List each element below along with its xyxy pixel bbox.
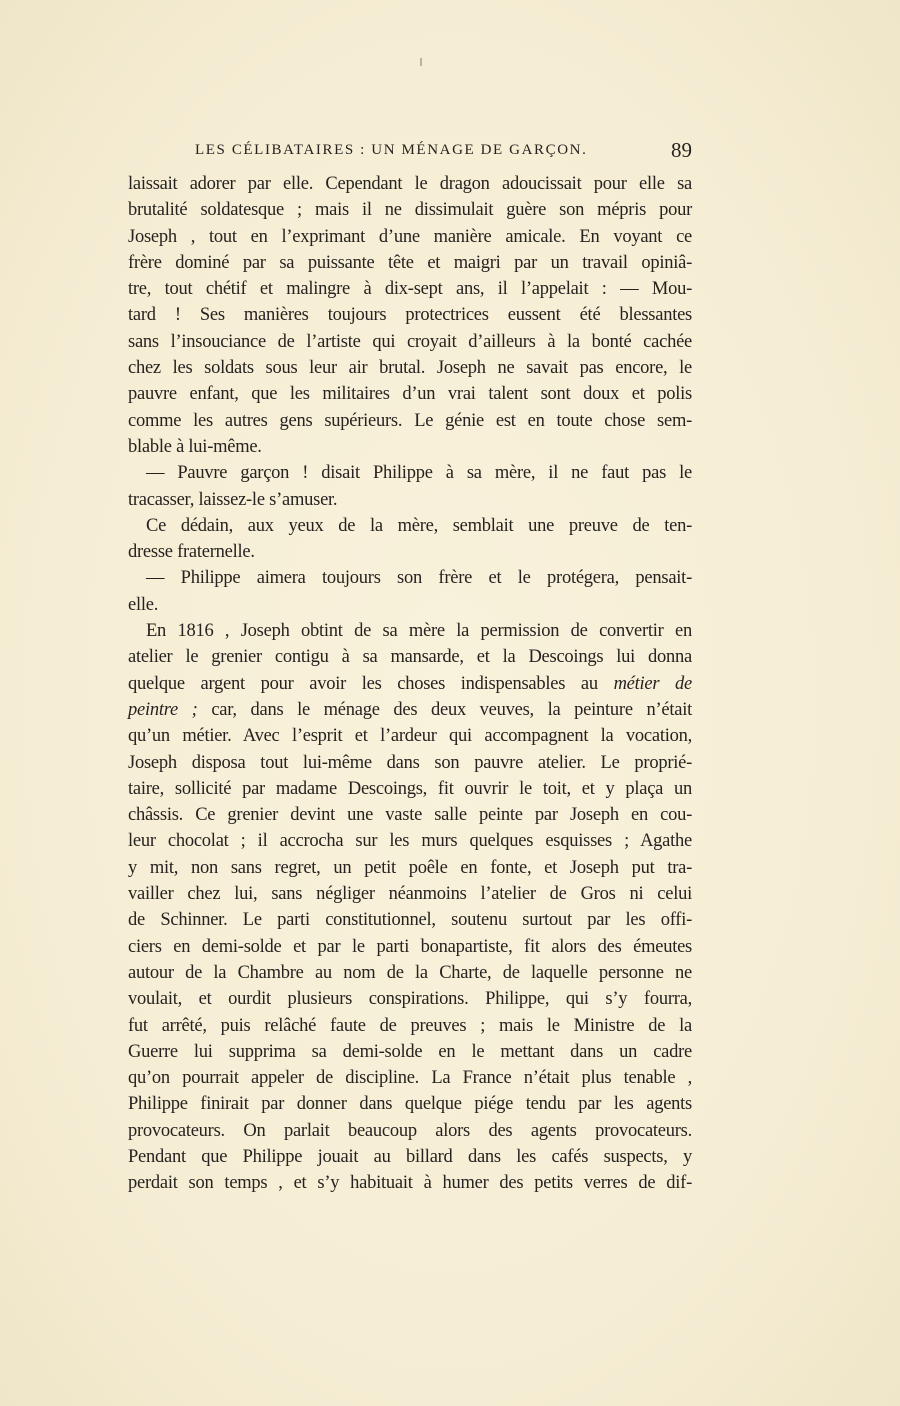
text-line	[128, 1144, 692, 1170]
text-line	[128, 1039, 692, 1065]
text-line	[128, 302, 692, 328]
line-text: — Philippe aimera toujours son frère et le protégera, pensait-	[146, 568, 692, 589]
text-line	[128, 855, 692, 881]
page-header	[195, 140, 692, 166]
text-line	[128, 276, 692, 302]
text-line	[128, 881, 692, 907]
line-text: voulait, et ourdit plusieurs conspirations. Philippe, qui s’y fourra,	[128, 989, 692, 1010]
text-line	[128, 355, 692, 381]
text-line	[128, 776, 692, 802]
text-line	[128, 697, 692, 723]
line-text: Joseph disposa tout lui-même dans son pauvre atelier. Le proprié-	[128, 752, 692, 773]
line-text: tard ! Ses manières toujours protectrices eussent été blessantes	[128, 305, 692, 326]
page-body-text	[128, 171, 692, 1197]
line-text: elle.	[128, 594, 159, 615]
text-line	[128, 197, 692, 223]
line-text: fut arrêté, puis relâché faute de preuves ; mais le Ministre de la	[128, 1015, 692, 1036]
line-text: dresse fraternelle.	[128, 542, 255, 563]
line-text: perdait son temps , et s’y habituait à humer des petits verres de dif-	[128, 1173, 692, 1194]
text-line	[128, 828, 692, 854]
text-line	[128, 408, 692, 434]
line-text: brutalité soldatesque ; mais il ne dissimulait guère son mépris pour	[128, 200, 692, 221]
line-text: quelque argent pour avoir les choses indispensables au	[128, 673, 598, 694]
line-text: pauvre enfant, que les militaires d’un vrai talent sont doux et polis	[128, 384, 692, 405]
line-text: ciers en demi-solde et par le parti bonapartiste, fit alors des émeutes	[128, 936, 692, 957]
text-line	[128, 539, 692, 565]
line-text: autour de la Chambre au nom de la Charte, de laquelle personne ne	[128, 962, 692, 983]
line-text: châssis. Ce grenier devint une vaste salle peinte par Joseph en cou-	[128, 805, 692, 826]
line-text: car, dans le ménage des deux veuves, la peinture n’était	[211, 699, 693, 720]
text-line	[128, 1170, 692, 1196]
line-text: Ce dédain, aux yeux de la mère, semblait une preuve de ten-	[146, 515, 692, 536]
text-line	[128, 750, 692, 776]
text-line	[128, 1091, 692, 1117]
text-line	[128, 671, 692, 697]
line-text: y mit, non sans regret, un petit poêle en fonte, et Joseph put tra-	[128, 857, 692, 878]
text-line	[128, 171, 692, 197]
line-text: vailler chez lui, sans négliger néanmoins l’atelier de Gros ni celui	[128, 884, 692, 905]
line-text: chez les soldats sous leur air brutal. Joseph ne savait pas encore, le	[128, 358, 692, 379]
text-line	[128, 1065, 692, 1091]
text-line	[128, 224, 692, 250]
line-text: tracasser, laissez-le s’amuser.	[128, 489, 338, 510]
line-text: Guerre lui supprima sa demi-solde en le mettant dans un cadre	[128, 1041, 692, 1062]
scan-speck	[420, 58, 422, 66]
page-number: 89	[671, 138, 692, 162]
line-text: tre, tout chétif et malingre à dix-sept ans, il l’appelait : — Mou-	[128, 279, 692, 300]
text-line	[128, 513, 692, 539]
line-text: provocateurs. On parlait beaucoup alors des agents provocateurs.	[128, 1120, 692, 1141]
line-text: atelier le grenier contigu à sa mansarde, et la Descoings lui donna	[128, 647, 692, 668]
line-text: Joseph , tout en l’exprimant d’une manière amicale. En voyant ce	[128, 226, 692, 247]
text-line	[128, 329, 692, 355]
line-text: taire, sollicité par madame Descoings, fit ouvrir le toit, et y plaça un	[128, 778, 692, 799]
text-line	[128, 986, 692, 1012]
line-text: En 1816 , Joseph obtint de sa mère la permission de convertir en	[146, 621, 692, 642]
text-line	[128, 618, 692, 644]
text-line	[128, 250, 692, 276]
line-text: leur chocolat ; il accrocha sur les murs quelques esquisses ; Agathe	[128, 831, 692, 852]
text-line	[128, 907, 692, 933]
line-text: Pendant que Philippe jouait au billard dans les cafés suspects, y	[128, 1146, 692, 1167]
text-line	[128, 592, 692, 618]
text-line	[128, 1118, 692, 1144]
line-text: frère dominé par sa puissante tête et maigri par un travail opiniâ-	[128, 252, 692, 273]
running-title: LES CÉLIBATAIRES : UN MÉNAGE DE GARÇON.	[195, 142, 588, 158]
text-line	[128, 644, 692, 670]
line-text: qu’un métier. Avec l’esprit et l’ardeur qui accompagnent la vocation,	[128, 726, 692, 747]
italic-text: métier de	[613, 673, 692, 694]
line-text: sans l’insouciance de l’artiste qui croyait d’ailleurs à la bonté cachée	[128, 331, 692, 352]
line-text: Philippe finirait par donner dans quelque piége tendu par les agents	[128, 1094, 692, 1115]
text-line	[128, 723, 692, 749]
text-line	[128, 434, 692, 460]
line-text: laissait adorer par elle. Cependant le dragon adoucissait pour elle sa	[128, 174, 692, 194]
text-line	[128, 1013, 692, 1039]
text-line	[128, 381, 692, 407]
text-line	[128, 960, 692, 986]
italic-text: peintre ;	[128, 699, 198, 720]
line-text: qu’on pourrait appeler de discipline. La France n’était plus tenable ,	[128, 1068, 692, 1089]
text-line	[128, 565, 692, 591]
text-line	[128, 460, 692, 486]
line-text: de Schinner. Le parti constitutionnel, soutenu surtout par les offi-	[128, 910, 692, 931]
line-text: — Pauvre garçon ! disait Philippe à sa mère, il ne faut pas le	[146, 463, 692, 484]
line-text: comme les autres gens supérieurs. Le génie est en toute chose sem-	[128, 410, 692, 431]
line-text: blable à lui-même.	[128, 436, 262, 457]
text-line	[128, 934, 692, 960]
text-line	[128, 802, 692, 828]
text-line	[128, 487, 692, 513]
